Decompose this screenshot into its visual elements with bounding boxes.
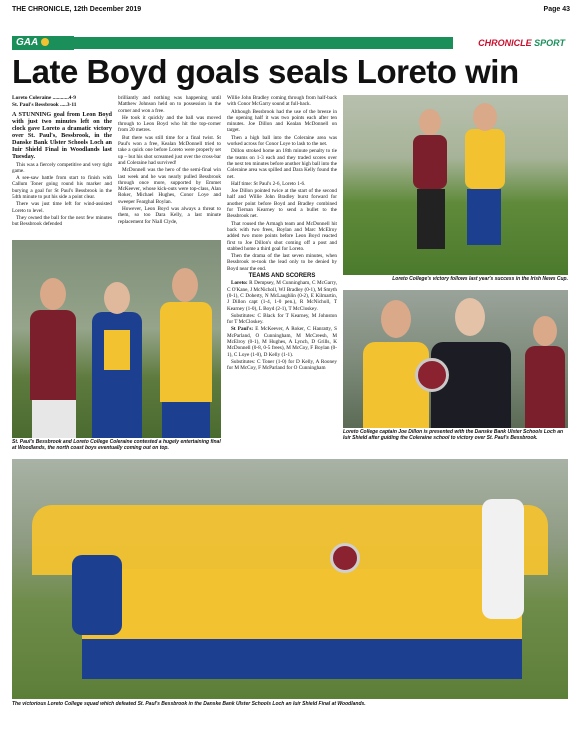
article-paragraph: This was a fiercely competitive and very tight game. xyxy=(12,161,112,174)
article-lead: A STUNNING goal from Leon Boyd with just two minutes left on the clock gave Loreto a dramatic victory over St. Paul's, Bessbrook, in the Danske Bank Ulster Schools Loch an Iuir Shield Final in Woodlands last Tuesday. xyxy=(12,111,112,160)
page-header xyxy=(12,4,570,16)
photo-match-action xyxy=(343,95,568,275)
player-shorts xyxy=(32,400,76,438)
goalkeeper-player xyxy=(72,555,122,635)
stpauls-subs: Substitutes: C Toner (1-0) for D Kelly, A Rooney for M McCoy, F McParland for O Cunningham xyxy=(227,358,337,372)
photo-caption: Loreto College's victory follows last year's success in the Irish News Cup. xyxy=(392,276,568,282)
player-head xyxy=(381,300,411,338)
official-head xyxy=(104,282,130,314)
score-line-2: St. Paul's Bessbrook .....3-11 xyxy=(12,101,77,108)
loreto-subs: Substitutes: C Black for T Kearney, M Johnston for T McCloskey. xyxy=(227,312,337,326)
article-paragraph: Then the drama of the last seven minutes, when Bessbrook re-took the lead only to be denied by Boyd near the end. xyxy=(227,253,337,272)
article-paragraph: That roused the Armagh team and McDonnell hit back with two frees, Boylan and Marc McElroy added two more points before Leon Boyd reacted first to Joe Dillon's shot coming off a post and stabbed home a third goal for Loreto. xyxy=(227,220,337,252)
article-column-2 xyxy=(118,95,221,235)
article-paragraph: Although Bessbrook had the use of the breeze in the opening half it was two points each after ten minutes. Joe Dillon and Kealan McDonnell on target. xyxy=(227,108,337,134)
player-head xyxy=(172,268,198,302)
publication-date: THE CHRONICLE, 12th December 2019 xyxy=(12,6,142,13)
article-paragraph: Willie John Bradley coming through from half-back with Conor McGarry sound at full-back. xyxy=(227,95,337,108)
photo-captains-handshake xyxy=(12,240,221,438)
stpauls-player xyxy=(525,346,565,428)
official-shirt-stripe xyxy=(104,330,130,370)
headline: Late Boyd goals seals Loreto win xyxy=(12,53,519,90)
loreto-team: R Dempsey, M Cunningham, C McGarry, C O'Kane, J McNicholl, WJ Bradley (0-1), M Smyth (0-1), C Doherty, N McLaughlin (0-2), E Kilmartin, J Dillon capt (1-4, 1-0 pen.), R McNicholl, T Kearney (1-0), L Boyd (2-1), T McCloskey. xyxy=(227,280,337,312)
score-line-1: Loreto Coleraine ............4-9 xyxy=(12,95,76,101)
brand-sport: SPORT xyxy=(534,38,565,48)
player-legs xyxy=(417,189,445,249)
photo-caption: The victorious Loreto College squad which defeated St. Paul's Bessbrook in the Danske Bank Ulster Schools Loch an Iuir Shield Final at Woodlands. xyxy=(12,701,366,707)
article-paragraph: There was just time left for wind-assisted Loreto to level. xyxy=(12,201,112,214)
player-legs xyxy=(467,189,501,245)
chronicle-sport-logo xyxy=(453,36,568,50)
presenter-head xyxy=(455,298,485,336)
player-head xyxy=(533,316,557,346)
player-head xyxy=(473,103,497,131)
photo-team-squad xyxy=(12,459,568,699)
article-paragraph: McDonnell was the hero of the semi-final win last week and he was nearly pulled Bessbrook through once more, supported by Emmet McKeever, whose kick-outs were top-class, Alan Roker, Michael Hughes, Conor Loye and sweeper Fearghal Boylan. xyxy=(118,167,221,205)
article-paragraph: But there was still time for a final twist. St Paul's won a free, Kealan McDonnell tried to take a quick one before Loreto were properly set up – but his shot screamed just over the cross-bar and Coleraine had survived! xyxy=(118,134,221,166)
loreto-label: Loreto: xyxy=(231,280,248,287)
stpauls-player xyxy=(413,135,447,189)
teams-heading: TEAMS AND SCORERS xyxy=(248,273,316,280)
article-paragraph: brilliantly and nothing was happening until Matthew Johnson held on to possession in the corner and won a free. xyxy=(118,95,221,114)
article-paragraph: A see-saw battle from start to finish with Callum Toner going round his marker and burying a goal for St Paul's Bessbrook in the 54th minute to put his side a point clear. xyxy=(12,175,112,201)
article-paragraph: He took it quickly and the ball was moved through to Leon Boyd who hit the top-corner from 20 metres. xyxy=(118,114,221,134)
gaa-label: GAA xyxy=(16,37,39,48)
shield-trophy-icon xyxy=(415,358,449,392)
stpauls-player xyxy=(30,310,76,400)
photo-trophy-presentation xyxy=(343,290,568,428)
article-paragraph: They owned the ball for the next few minutes but Bessbrook defended xyxy=(12,214,112,228)
player-head xyxy=(419,109,441,135)
shield-trophy-icon xyxy=(330,543,360,573)
article-column-3 xyxy=(227,95,337,455)
brand-chronicle: CHRONICLE xyxy=(478,38,532,48)
article-column-1 xyxy=(12,95,112,235)
article-paragraph: Half time: St Paul's 2-6, Loreto 1-6. xyxy=(231,180,306,187)
page-number: Page 43 xyxy=(543,6,570,13)
player-shorts xyxy=(162,402,210,438)
gaa-section-logo xyxy=(12,36,74,50)
article-paragraph: However, Leon Boyd was always a threat to them, so too Dara Kelly, a last minute replacement for Niall Clyde, xyxy=(118,206,221,225)
front-row-players xyxy=(82,569,522,639)
coach-figure xyxy=(482,499,524,619)
article-paragraph: Joe Dillon pointed twice at the start of the second half and Willie John Bradley burst forward for another point before Boyd and Bradley combined for Tiernan Kearney to send a bullet to the Bessbrook net. xyxy=(227,188,337,220)
article-paragraph: Then a high ball into the Coleraine area was worked across for Conor Loye to lash to the net. xyxy=(227,134,337,148)
loreto-player xyxy=(160,302,212,402)
front-row-shorts xyxy=(82,639,522,679)
stpauls-team: E McKeever, A Roker, C Hanratty, S McParland, O Cunningham, M McCreesh, M McElroy (0-1), M Hughes, A Lynch, D Grills, K McDonnell (0-8, 0-5 frees), M McCoy, F Boylan (0-1), C Loye (1-0), D Kelly (1-1). xyxy=(227,326,337,358)
photo-caption: St. Paul's Bessbrook and Loreto College Coleraine contested a hugely entertaining final at Woodlands, the north coast boys eventually coming out on top. xyxy=(12,439,221,451)
loreto-player xyxy=(465,129,505,189)
player-head xyxy=(40,278,66,310)
photo-caption: Loreto College captain Joe Dillon is presented with the Danske Bank Ulster Schools Loch an Iuir Shield after guiding the Coleraine school to victory over St. Paul's Bessbrook. xyxy=(343,429,564,441)
stpauls-label: St Paul's: xyxy=(231,326,254,333)
gaa-crest-icon xyxy=(41,38,49,46)
article-paragraph: Dillon stroked home an 18th minute penalty to tie the teams on 1-3 each and they traded scores over the next ten minutes before another high ball into the Coleraine area was spilled and Dara Kelly found the net. xyxy=(227,148,337,180)
